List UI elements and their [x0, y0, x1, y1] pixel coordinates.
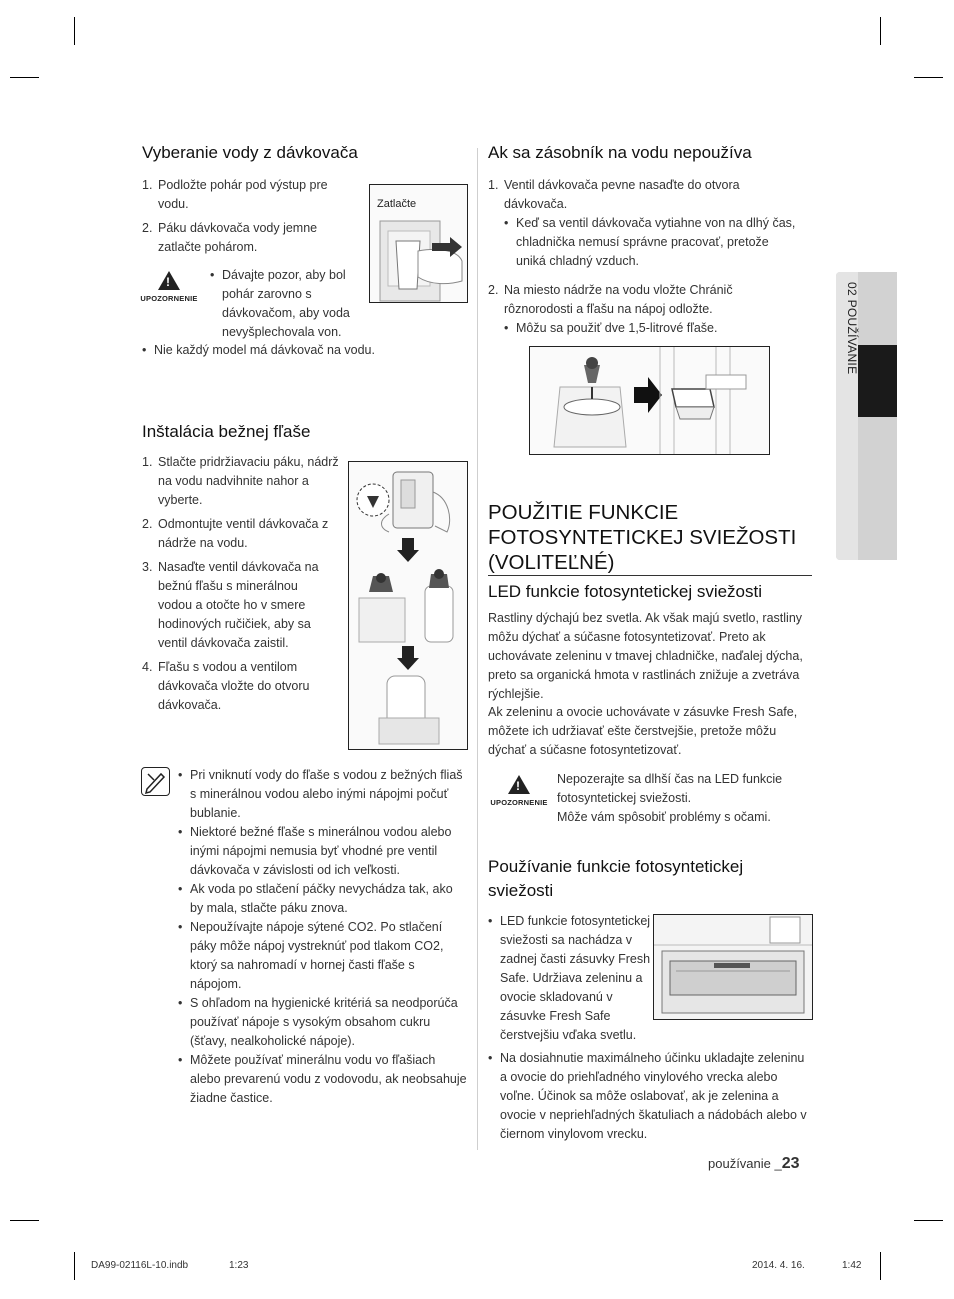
print-file-name: DA99-02116L-10.indb [91, 1260, 189, 1271]
bottle-install-illustration [349, 462, 467, 749]
diversity-guard-illustration [530, 347, 769, 454]
main-heading: POUŽITIE FUNKCIE FOTOSYNTETICKEJ SVIEŽOSTI (VOLITEĽNÉ) [488, 501, 797, 574]
list-item: 2. Odmontujte ventil dávkovača z nádrže na vodu. [142, 517, 329, 550]
list-item: • Nepoužívajte nápoje sýtené CO2. Po stlačení páky môže nápoj vystreknúť pod tlakom CO2, ktorý sa nahromadí v hornej časti fľaše s nápojom. [178, 918, 468, 994]
list-item: 1. Stlačte pridržiavaciu páku, nádrž na vodu nadvihnite nahor a vyberte. [142, 455, 339, 507]
usage-bullet-2-list [488, 1049, 813, 1144]
figure-press-glass [369, 184, 468, 303]
crop-mark [10, 1220, 39, 1221]
list-item: • Keď sa ventil dávkovača vytiahne von na dlhý čas, chladnička nemusí správne pracovať, pretože uniká chladný vzduch. [504, 214, 798, 271]
warning-badge: ! UPOZORNENIE [489, 775, 549, 807]
note-icon [141, 767, 170, 796]
led-warning-text: Nepozerajte sa dlhší čas na LED funkcie fotosyntetickej sviežosti. Môže vám spôsobiť problémy s očami. [557, 772, 783, 824]
tank-steps [488, 176, 798, 338]
figure-label-press: Zatlačte [377, 198, 417, 210]
print-file-page: 1:23 [229, 1260, 249, 1271]
list-item: 1. Podložte pohár pod výstup pre vodu. [142, 178, 328, 211]
crop-mark [10, 77, 39, 78]
section-heading-tank: Ak sa zásobník na vodu nepoužíva [488, 143, 752, 162]
usage-bullet-1: LED funkcie fotosyntetickej sviežosti sa nachádza v zadnej časti zásuvky Fresh Safe. Udržiava zeleninu a ovocie skladovanú v zásuvke Fresh Safe čerstvejšiu vďaka svetlu. [500, 914, 651, 1042]
section-heading-bottle: Inštalácia bežnej fľaše [142, 422, 311, 441]
list-item: • Na dosiahnutie maximálneho účinku ukladajte zeleninu a ovocie do priehľadného vinylového vrecka alebo voľne. Účinok sa môže oslabovať, ak je zelenina a ovocie v nepriehľadných škatuliach a nádobách alebo v čiernom vinylovom vrecku. [488, 1049, 813, 1144]
crop-mark [880, 1252, 881, 1280]
led-paragraph-1: Rastliny dýchajú bez svetla. Ak však majú svetlo, rastliny môžu dýchať a súčasne fotosyntetizovať. Preto ak uchovávate zeleninu v tmavej chladničke, naďalej dýcha, preto sa organická hmota v rastlinách znižuje a zvetráva rýchlejšie. [488, 611, 803, 701]
figure-diversity-guard [529, 346, 770, 455]
warning-icon: ! [158, 271, 180, 290]
list-item: • Môžu sa použiť dve 1,5-litrové fľaše. [504, 319, 798, 338]
list-item: 2. Páku dávkovača vody jemne zatlačte pohárom. [142, 221, 318, 254]
heading-rule [488, 575, 812, 576]
list-item: • Ak voda po stlačení páčky nevychádza tak, ako by mala, stlačte páku znova. [178, 880, 468, 918]
section-heading-dispenser: Vyberanie vody z dávkovača [142, 143, 358, 162]
print-time: 1:42 [842, 1260, 862, 1271]
crop-mark [914, 1220, 943, 1221]
side-tab-marker [858, 345, 897, 417]
page-footer: používanie _23 [708, 1155, 800, 1172]
warning-badge: ! UPOZORNENIE [139, 271, 199, 303]
section-heading-usage: Používanie funkcie fotosyntetickej sviežosti [488, 857, 744, 900]
bottle-steps [142, 453, 347, 715]
list-item: 2. Na miesto nádrže na vodu vložte Chránič rôznorodosti a fľašu na nápoj odložte. • Môžu sa použiť dve 1,5-litrové fľaše. [488, 281, 798, 338]
warning-icon: ! [508, 775, 530, 794]
crop-mark [914, 77, 943, 78]
crop-mark [74, 17, 75, 45]
list-item: • Dávajte pozor, aby bol pohár zarovno s dávkovačom, aby voda nevyšplechovala von. [210, 266, 370, 342]
list-item: • Nie každý model má dávkovač na vodu. [142, 341, 442, 360]
crop-mark [74, 1252, 75, 1280]
list-item: • Niektoré bežné fľaše s minerálnou vodou alebo inými nápojmi nemusia byť vhodné pre ventil dávkovača v závislosti od ich veľkosti. [178, 823, 468, 880]
model-note [142, 341, 442, 360]
warning-list [210, 266, 370, 342]
section-heading-led: LED funkcie fotosyntetickej sviežosti [488, 582, 763, 601]
list-item: • Pri vniknutí vody do fľaše s vodou z bežných fliaš s minerálnou vodou alebo inými nápojmi počuť bublanie. [178, 766, 468, 823]
notes-list [178, 766, 468, 1108]
figure-bottle-install [348, 461, 468, 750]
dispenser-steps [142, 176, 360, 257]
list-item: • S ohľadom na hygienické kritériá sa neodporúča používať nápoje s vysokým obsahom cukru (šťavy, nealkoholické nápoje). [178, 994, 468, 1051]
list-item: • Môžete používať minerálnu vodu vo fľašiach alebo prevarenú vodu z vodovodu, ak neobsahuje žiadne častice. [178, 1051, 468, 1108]
column-divider [477, 148, 478, 1150]
list-item: 1. Ventil dávkovača pevne nasaďte do otvora dávkovača. • Keď sa ventil dávkovača vytiahne von na dlhý čas, chladnička nemusí správne pracovať, pretože uniká chladný vzduch. [488, 176, 798, 271]
led-paragraph-2: Ak zeleninu a ovocie uchovávate v zásuvke Fresh Safe, môžete ich udržiavať ešte čerstvejšie, pretože môžu dýchať a súčasne fotosyntetizovať. [488, 705, 798, 757]
side-tab-label: 02 POUŽÍVANIE [845, 282, 859, 375]
crop-mark [880, 17, 881, 45]
glass-dispenser-illustration [370, 185, 467, 302]
list-item: 4. Fľašu s vodou a ventilom dávkovača vložte do otvoru dávkovača. [142, 660, 310, 712]
print-date: 2014. 4. 16. [752, 1260, 805, 1271]
page-number: 23 [781, 1155, 800, 1172]
list-item: 3. Nasaďte ventil dávkovača na bežnú fľašu s minerálnou vodou a otočte ho v smere hodinových ručičiek, aby sa ventil dávkovača zaistil. [142, 560, 319, 650]
